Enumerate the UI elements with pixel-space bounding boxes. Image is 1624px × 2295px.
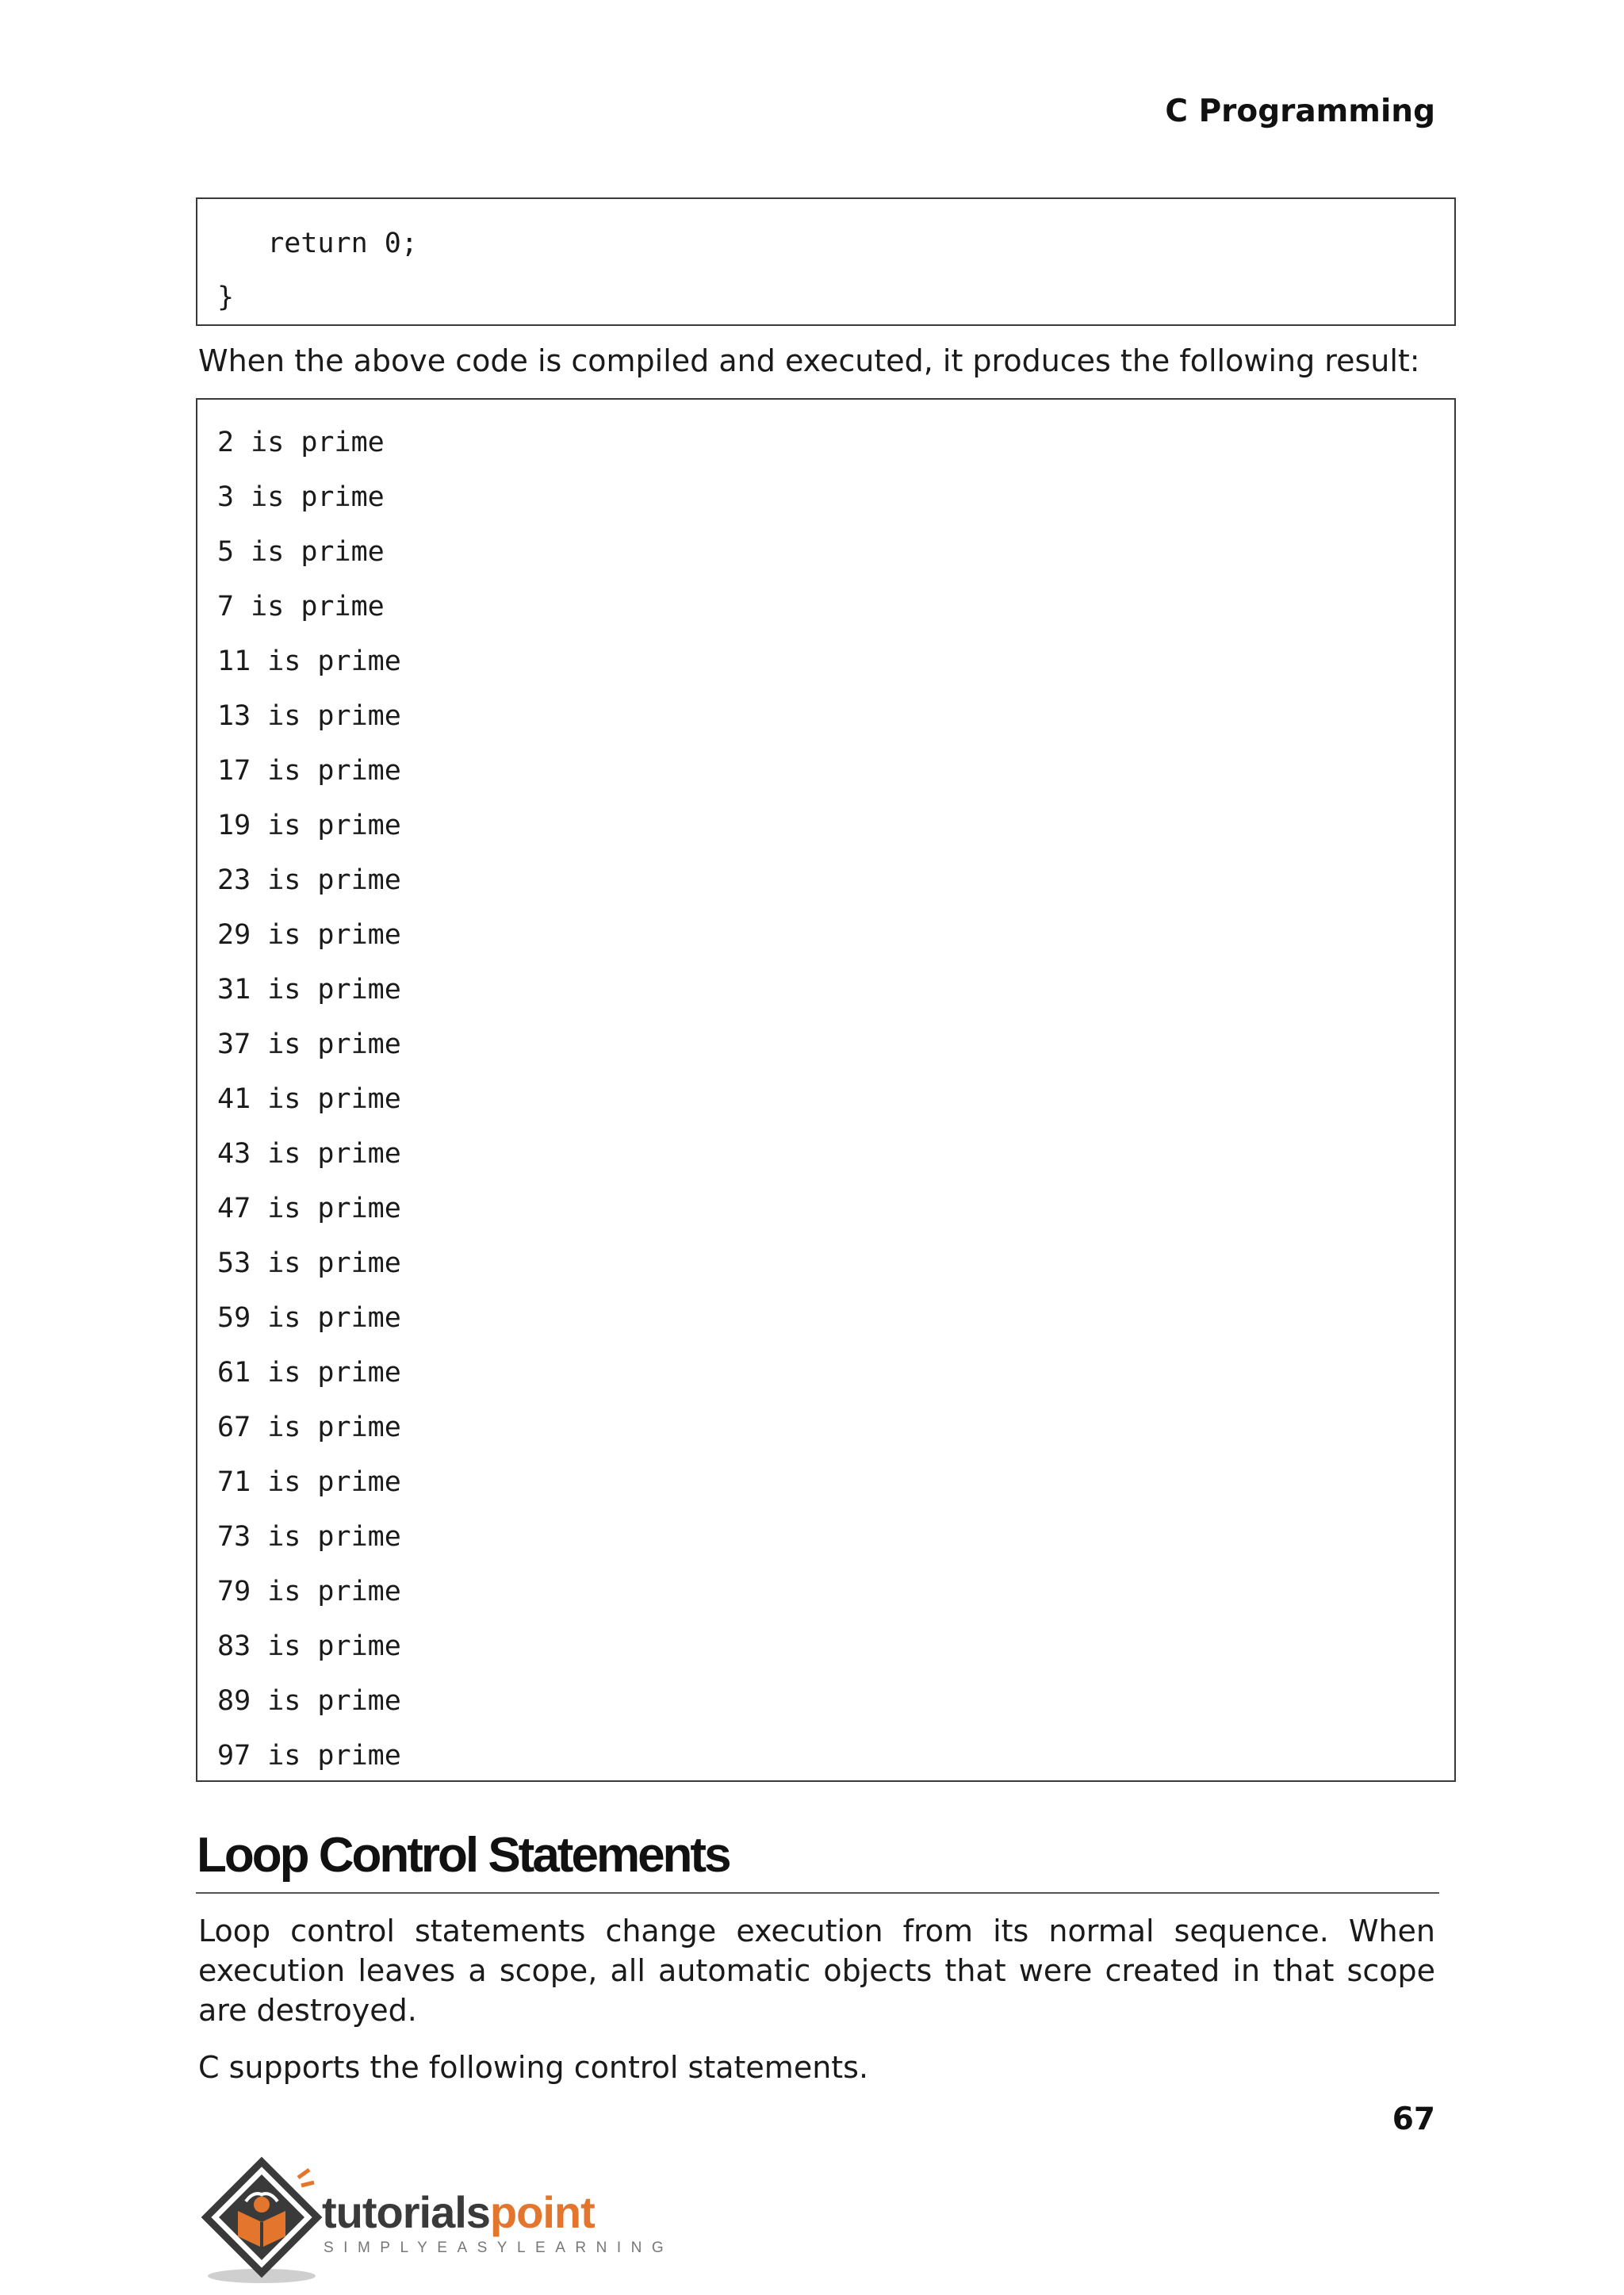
output-line: 7 is prime	[217, 591, 385, 623]
output-line: 97 is prime	[217, 1740, 401, 1772]
page-number: 67	[1392, 2102, 1435, 2137]
logo-tagline: SIMPLYEASYLEARNING	[324, 2239, 674, 2256]
output-line: 79 is prime	[217, 1576, 401, 1607]
output-line: 29 is prime	[217, 919, 401, 951]
output-line: 41 is prime	[217, 1083, 401, 1115]
output-line: 67 is prime	[217, 1412, 401, 1443]
output-line: 13 is prime	[217, 700, 401, 732]
heading-rule	[196, 1892, 1439, 1894]
output-line: 83 is prime	[217, 1630, 401, 1662]
output-line: 37 is prime	[217, 1029, 401, 1060]
tutorialspoint-logo	[197, 2155, 674, 2290]
output-block	[196, 398, 1456, 1782]
output-line: 43 is prime	[217, 1138, 401, 1170]
output-line: 23 is prime	[217, 864, 401, 896]
output-line: 53 is prime	[217, 1247, 401, 1279]
output-line: 31 is prime	[217, 974, 401, 1006]
output-line: 3 is prime	[217, 481, 385, 513]
output-line: 17 is prime	[217, 755, 401, 787]
intro-text: When the above code is compiled and executed, it produces the following result:	[198, 343, 1420, 378]
output-line: 19 is prime	[217, 810, 401, 841]
output-line: 73 is prime	[217, 1521, 401, 1553]
output-line: 59 is prime	[217, 1302, 401, 1334]
code-line: }	[217, 282, 235, 313]
logo-word-part: point	[489, 2187, 595, 2237]
section-heading: Loop Control Statements	[197, 1828, 730, 1883]
output-line: 2 is prime	[217, 427, 385, 458]
output-line: 71 is prime	[217, 1466, 401, 1498]
output-line: 89 is prime	[217, 1685, 401, 1717]
code-line: return 0;	[217, 228, 418, 259]
logo-word-part: tutorials	[322, 2187, 490, 2237]
output-line: 61 is prime	[217, 1357, 401, 1389]
logo-wordmark	[322, 2189, 595, 2236]
output-line: 11 is prime	[217, 646, 401, 677]
output-line: 5 is prime	[217, 536, 385, 568]
tutorialspoint-logo-icon	[197, 2155, 324, 2290]
running-header: C Programming	[1165, 94, 1435, 129]
body-paragraph: Loop control statements change execution from its normal sequence. When execution leaves a scope, all automatic objects that were created in that scope are destroyed.	[198, 1914, 1435, 2028]
body-paragraph: C supports the following control statements.	[198, 2050, 869, 2085]
code-block	[196, 197, 1456, 326]
output-line: 47 is prime	[217, 1193, 401, 1224]
